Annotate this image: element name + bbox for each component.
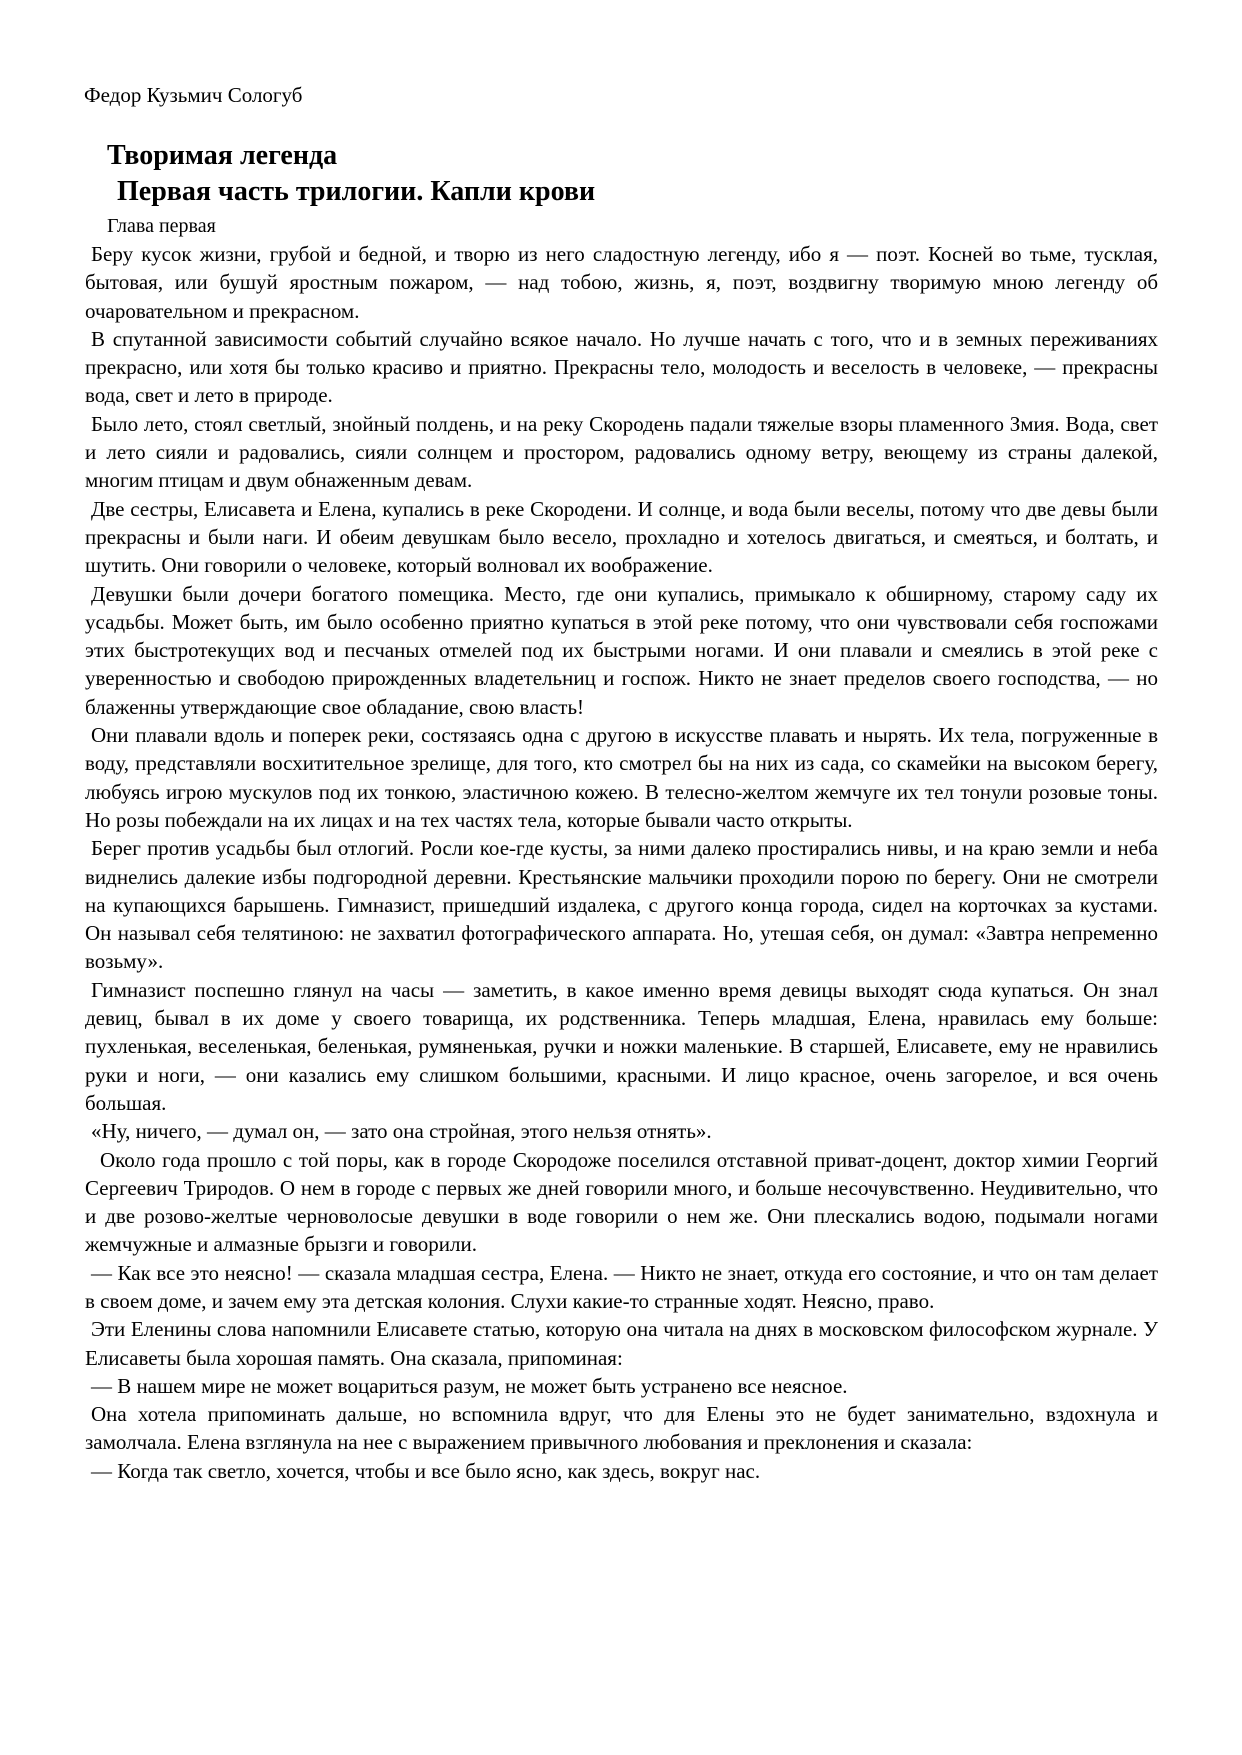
chapter-heading: Глава первая — [107, 215, 216, 237]
body-text — [85, 240, 1158, 1485]
paragraph: Гимназист поспешно глянул на часы — заметить, в какое именно время девицы выходят сюда купаться. Он знал девиц, бывал в их доме у своего товарища, их родственника. Теперь младшая, Елена, нравилась ему больше: пухленькая, веселенькая, беленькая, румяненькая, ручки и ножки маленькие. В старшей, Елисавете, ему не нравились руки и ноги, — они казались ему слишком большими, красными. И лицо красное, очень загорелое, и вся очень большая. — [85, 977, 1158, 1115]
paragraph: Около года прошло с той поры, как в городе Скородоже поселился отставной приват-доцент, доктор химии Георгий Сергеевич Триродов. О нем в городе с первых же дней говорили много, и больше несочувственно. Неудивительно, что и две розово-желтые черноволосые девушки в воде говорили о нем же. Они плескались водою, подымали ногами жемчужные и алмазные брызги и говорили. — [85, 1147, 1158, 1257]
book-subtitle: Первая часть трилогии. Капли крови — [117, 176, 596, 207]
paragraph: Беру кусок жизни, грубой и бедной, и творю из него сладостную легенду, ибо я — поэт. Косней во тьме, тусклая, бытовая, или бушуй яростным пожаром, — над тобою, жизнь, я, поэт, воздвигну творимую мною легенду об очаровательном и прекрасном. — [85, 242, 1158, 323]
paragraph: Она хотела припоминать дальше, но вспомнила вдруг, что для Елены это не будет занимательно, вздохнула и замолчала. Елена взглянула на нее с выражением привычного любования и преклонения и сказала: — [85, 1402, 1158, 1455]
paragraph: Было лето, стоял светлый, знойный полдень, и на реку Скородень падали тяжелые взоры пламенного Змия. Вода, свет и лето сияли и радовались, сияли солнцем и простором, радовались одному ветру, веющему из страны далекой, многим птицам и двум обнаженным девам. — [85, 411, 1158, 493]
paragraph: Берег против усадьбы был отлогий. Росли кое-где кусты, за ними далеко простирались нивы, и на краю земли и неба виднелись далекие избы подгородной деревни. Крестьянские мальчики проходили порою по берегу. Они не смотрели на купающихся барышень. Гимназист, пришедший издалека, с другого конца города, сидел на корточках за кустами. Он называл себя телятиною: не захватил фотографического аппарата. Но, утешая себя, он думал: «Завтра непременно возьму». — [85, 836, 1158, 974]
paragraph: Эти Еленины слова напомнили Елисавете статью, которую она читала на днях в московском философском журнале. У Елисаветы была хорошая память. Она сказала, припоминая: — [85, 1317, 1158, 1370]
paragraph: — Как все это неясно! — сказала младшая сестра, Елена. — Никто не знает, откуда его состояние, и что он там делает в своем доме, и зачем ему эта детская колония. Слухи какие-то странные ходят. Неясно, право. — [85, 1260, 1158, 1313]
paragraph: «Ну, ничего, — думал он, — зато она стройная, этого нельзя отнять». — [91, 1119, 712, 1144]
paragraph: — Когда так светло, хочется, чтобы и все было ясно, как здесь, вокруг нас. — [91, 1458, 761, 1483]
paragraph: Они плавали вдоль и поперек реки, состязаясь одна с другою в искусстве плавать и нырять. Их тела, погруженные в воду, представляли восхитительное зрелище, для того, кто смотрел бы на них из сада, со скамейки на высоком берегу, любуясь игрою мускулов под их тонкою, эластичною кожею. В телесно-желтом жемчуге их тел тонули розовые тоны. Но розы побеждали на их лицах и на тех частях тела, которые бывали часто открыты. — [85, 723, 1158, 832]
author-name: Федор Кузьмич Сологуб — [84, 83, 303, 107]
book-title: Творимая легенда — [107, 140, 338, 171]
paragraph: Две сестры, Елисавета и Елена, купались в реке Скородени. И солнце, и вода были веселы, потому что две девы были прекрасны и были наги. И обеим девушкам было весело, прохладно и хотелось двигаться, и смеяться, и болтать, и шутить. Они говорили о человеке, который волновал их воображение. — [85, 496, 1158, 578]
paragraph: В спутанной зависимости событий случайно всякое начало. Но лучше начать с того, что и в земных переживаниях прекрасно, или хотя бы только красиво и приятно. Прекрасны тело, молодость и веселость в человеке, — прекрасны вода, свет и лето в природе. — [85, 326, 1158, 408]
paragraph: — В нашем мире не может воцариться разум, не может быть устранено все неясное. — [91, 1373, 848, 1398]
paragraph: Девушки были дочери богатого помещика. Место, где они купались, примыкало к обширному, старому саду их усадьбы. Может быть, им было особенно приятно купаться в этой реке потому, что они чувствовали себя госпожами этих быстротекущих вод и песчаных отмелей под их быстрыми ногами. И они плавали и смеялись в этой реке с уверенностью и свободою прирожденных владетельниц и госпож. Никто не знает пределов своего господства, — но блаженны утверждающие свое обладание, свою власть! — [85, 581, 1158, 719]
